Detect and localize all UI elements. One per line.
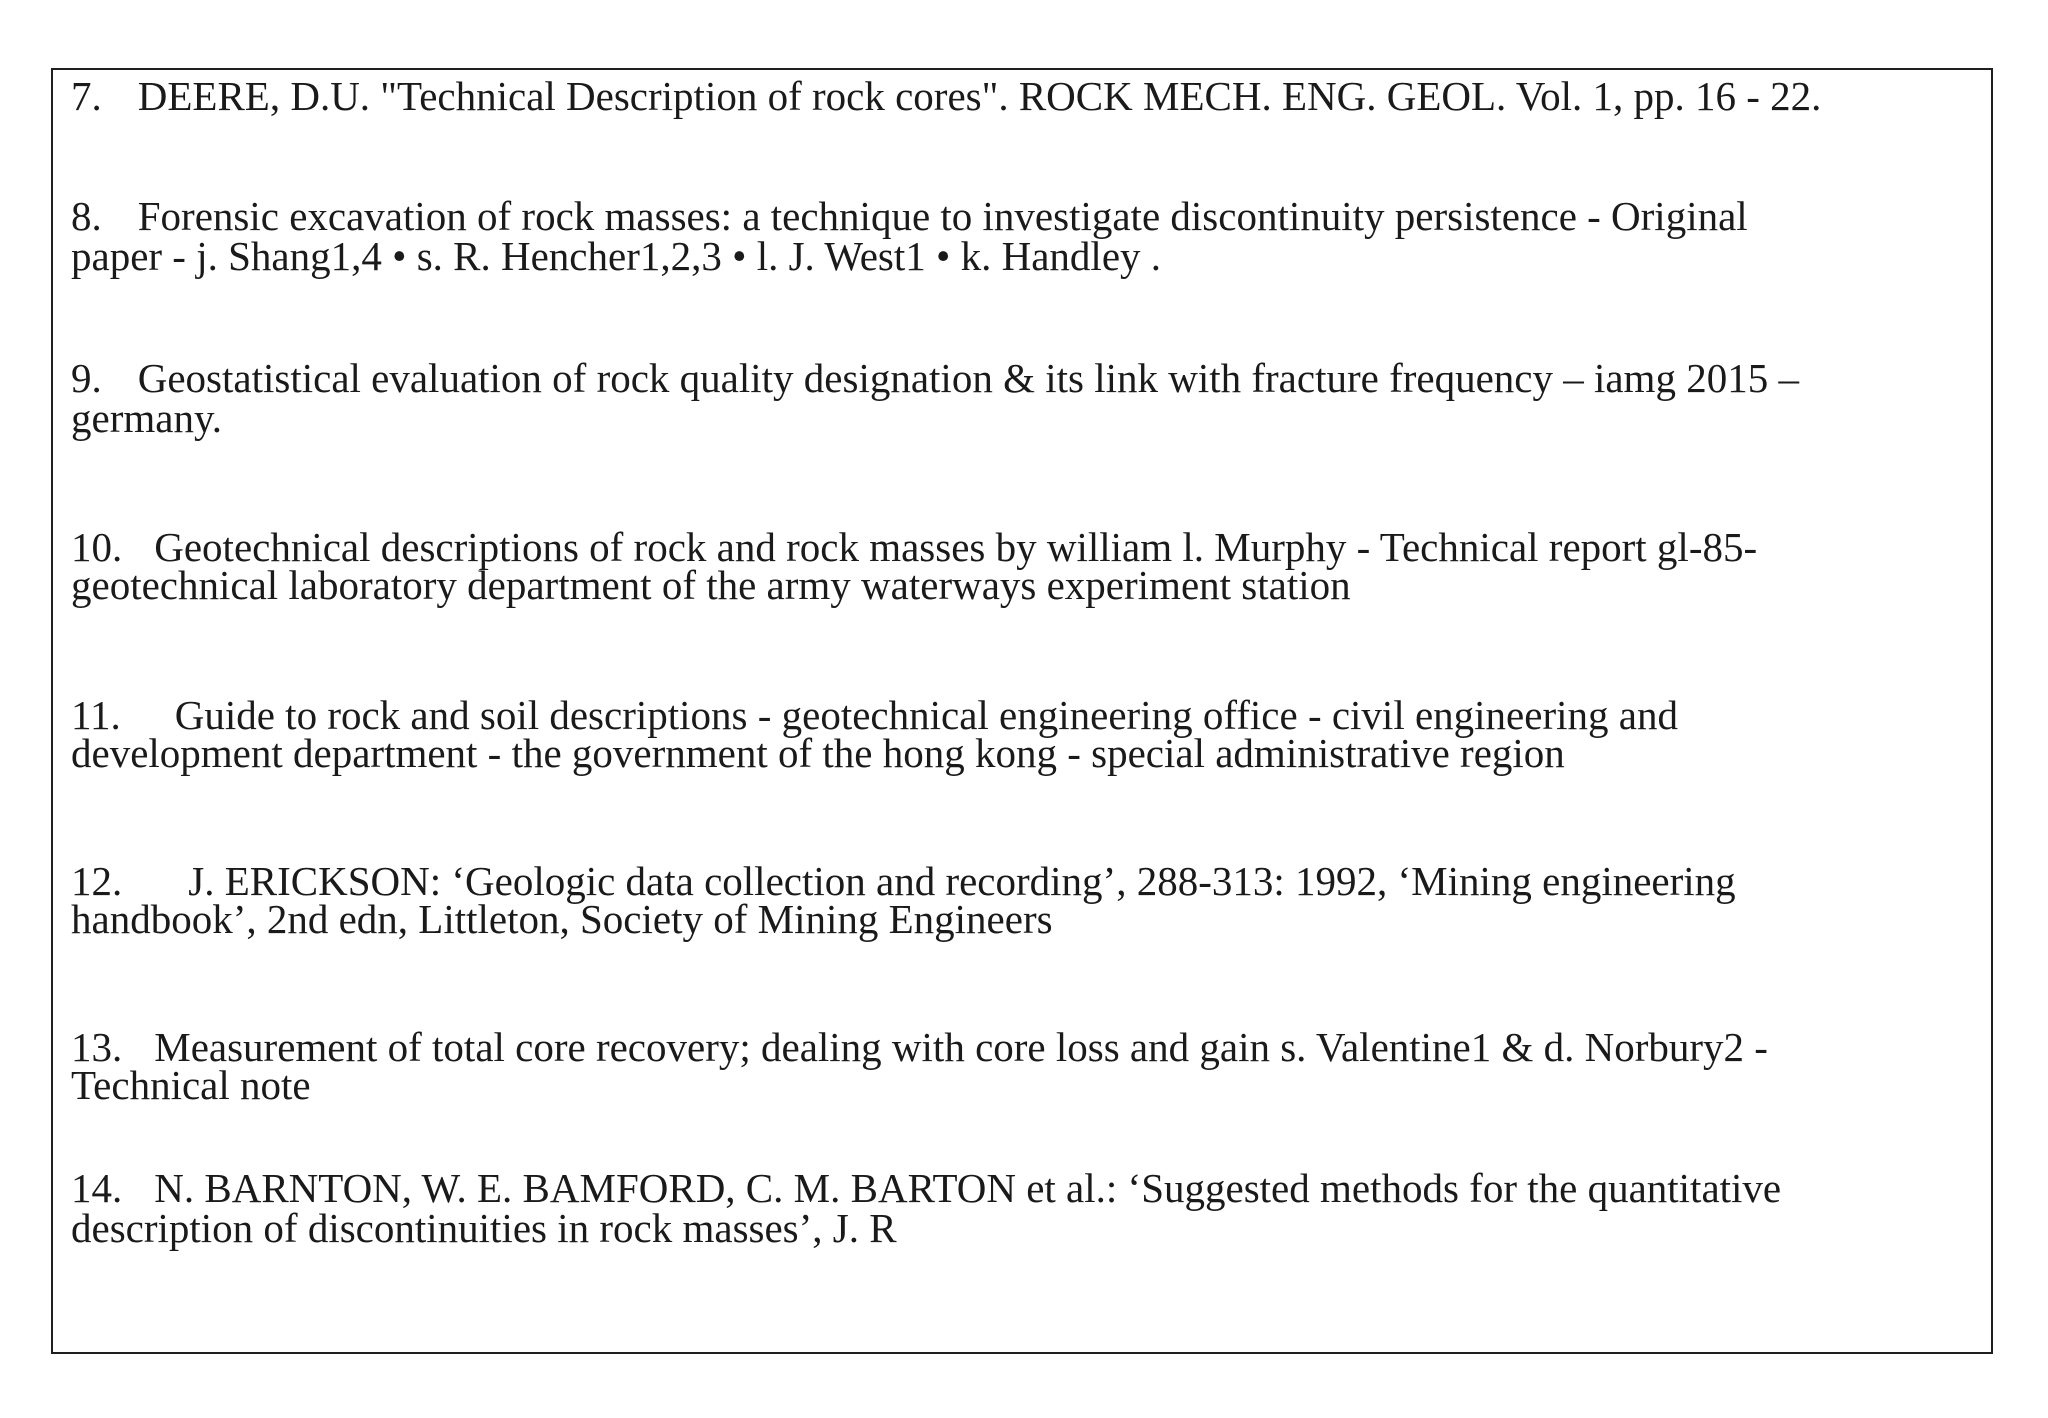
reference-8-number: 8. [71, 193, 102, 239]
reference-8-line-1 [71, 193, 1991, 239]
reference-11-line-2: development department - the government of the hong kong - special administrative region [71, 730, 1565, 776]
reference-7-line-1 [71, 73, 1991, 119]
reference-9-number: 9. [71, 355, 102, 401]
reference-8-line-2: paper - j. Shang1,4 • s. R. Hencher1,2,3 • l. J. West1 • k. Handley . [71, 233, 1162, 279]
reference-9-line-1 [71, 355, 1991, 401]
reference-7 [71, 73, 1991, 119]
reference-14-number: 14. [71, 1165, 123, 1211]
reference-10-line-2: geotechnical laboratory department of the army waterways experiment station [71, 562, 1351, 608]
reference-13 [71, 1024, 1991, 1108]
reference-10-number: 10. [71, 524, 123, 570]
reference-13-number: 13. [71, 1024, 123, 1070]
reference-13-line-2: Technical note [71, 1062, 311, 1108]
reference-7-number: 7. [71, 73, 102, 119]
reference-14-text: N. BARNTON, W. E. BAMFORD, C. M. BARTON et al.: ‘Suggested methods for the quantitative [154, 1165, 1782, 1211]
reference-12-line-2: handbook’, 2nd edn, Littleton, Society of Mining Engineers [71, 896, 1053, 942]
reference-8-text: Forensic excavation of rock masses: a technique to investigate discontinuity persistence - Original [137, 193, 1748, 239]
reference-11-number: 11. [71, 692, 121, 738]
reference-10-line-1 [71, 524, 1991, 570]
reference-13-text: Measurement of total core recovery; dealing with core loss and gain s. Valentine1 & d. Norbury2 - [154, 1024, 1768, 1070]
reference-13-line-1 [71, 1024, 1991, 1070]
reference-9-line-2: germany. [71, 395, 223, 441]
reference-10-text: Geotechnical descriptions of rock and rock masses by william l. Murphy - Technical report gl-85- [154, 524, 1758, 570]
reference-11-line-1 [71, 692, 1991, 738]
reference-14 [71, 1165, 1991, 1251]
reference-11-text: Guide to rock and soil descriptions - geotechnical engineering office - civil engineering and [174, 692, 1678, 738]
reference-12-text: J. ERICKSON: ‘Geologic data collection and recording’, 288-313: 1992, ‘Mining engineering [188, 858, 1736, 904]
reference-9 [71, 355, 1991, 441]
reference-14-line-2: description of discontinuities in rock masses’, J. R [71, 1205, 897, 1251]
reference-8 [71, 193, 1991, 279]
reference-11 [71, 692, 1991, 776]
reference-10 [71, 524, 1991, 608]
reference-9-text: Geostatistical evaluation of rock quality designation & its link with fracture frequency – iamg 2015 – [137, 355, 1799, 401]
reference-7-text: DEERE, D.U. "Technical Description of rock cores". ROCK MECH. ENG. GEOL. Vol. 1, pp. 16 - 22. [137, 73, 1822, 119]
reference-12-line-1 [71, 858, 1991, 904]
reference-12 [71, 858, 1991, 942]
reference-14-line-1 [71, 1165, 1991, 1211]
reference-12-number: 12. [71, 858, 123, 904]
